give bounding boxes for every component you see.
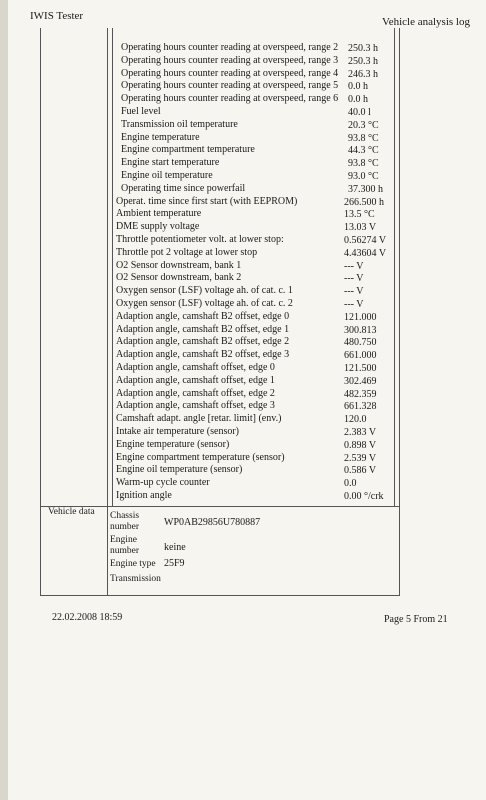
table-left-border — [40, 28, 41, 596]
measurement-value: 2.539 V — [344, 452, 377, 464]
document-page — [8, 0, 486, 800]
document-title: Vehicle analysis log — [382, 16, 470, 28]
measurement-label: Oxygen sensor (LSF) voltage ah. of cat. c. 2 — [116, 298, 293, 309]
measurement-value: 0.898 V — [344, 439, 377, 451]
measurement-label: Operating hours counter reading at overspeed, range 6 — [121, 93, 339, 105]
measurement-value: 0.0 h — [348, 81, 368, 93]
app-title: IWIS Tester — [30, 10, 84, 22]
measurement-value: 13.03 V — [344, 222, 377, 234]
measurement-value: --- V — [344, 299, 364, 310]
chassis-number-label — [110, 511, 139, 533]
measurement-label: Camshaft adapt. angle [retar. limit] (env.) — [116, 413, 282, 425]
engine-label-line1: Engine — [110, 535, 137, 545]
measurement-label: Adaption angle, camshaft offset, edge 2 — [116, 387, 275, 399]
measurement-label: Intake air temperature (sensor) — [116, 426, 239, 437]
measurement-value: 2.383 V — [344, 427, 377, 438]
measurement-value: 246.3 h — [348, 68, 378, 80]
measurement-value: 93.8 °C — [348, 158, 379, 170]
measurement-label: O2 Sensor downstream, bank 2 — [116, 272, 242, 284]
measurement-value: 661.328 — [344, 401, 377, 413]
measurement-label: Adaption angle, camshaft B2 offset, edge 0 — [116, 310, 290, 322]
measurement-label: Engine compartment temperature — [121, 144, 255, 156]
measurement-value: --- V — [344, 260, 364, 272]
vehicle-data-label: Vehicle data — [48, 507, 95, 517]
measurement-value: 13.5 °C — [344, 209, 375, 221]
transmission-label: Transmission — [110, 574, 161, 584]
measurement-label: Adaption angle, camshaft offset, edge 0 — [116, 362, 275, 373]
measurement-value: 121.500 — [344, 363, 377, 374]
chassis-number-value: WP0AB29856U780887 — [164, 517, 261, 528]
measurement-value: 482.359 — [344, 388, 377, 400]
measurement-value: 120.0 — [344, 414, 367, 426]
measurement-value: 266.500 h — [344, 196, 384, 208]
engine-number-label — [110, 535, 139, 557]
measurement-value: --- V — [344, 286, 364, 298]
engine-label-line2: number — [110, 546, 140, 556]
measurement-label: Throttle potentiometer volt. at lower stop: — [116, 234, 284, 245]
measurement-label: Adaption angle, camshaft B2 offset, edge 3 — [116, 349, 290, 361]
measurement-value: 0.56274 V — [344, 235, 387, 246]
table-label-divider — [107, 28, 108, 596]
engine-type-label: Engine type — [110, 559, 156, 569]
measurement-label: Operating hours counter reading at overspeed, range 5 — [121, 80, 339, 92]
measurement-label: Operating hours counter reading at overspeed, range 4 — [121, 67, 339, 79]
measurement-value: 0.00 °/crk — [344, 491, 384, 502]
measurement-label: Operating hours counter reading at overspeed, range 3 — [121, 54, 339, 66]
measurement-value: 93.0 °C — [348, 171, 379, 182]
table-inner-divider — [112, 28, 113, 506]
measurement-label: DME supply voltage — [116, 221, 200, 233]
measurement-label: Engine oil temperature (sensor) — [116, 464, 243, 476]
measurement-value: 302.469 — [344, 375, 377, 387]
measurement-label: Warm-up cycle counter — [116, 477, 210, 489]
chassis-label-line1: Chassis — [110, 511, 140, 521]
measurement-label: Adaption angle, camshaft B2 offset, edge 1 — [116, 323, 290, 335]
measurement-value: 93.8 °C — [348, 132, 379, 144]
measurement-value: 480.750 — [344, 337, 377, 349]
measurement-value: 0.586 V — [344, 465, 377, 477]
measurement-value: --- V — [344, 273, 364, 285]
measurement-value: 121.000 — [344, 311, 377, 323]
print-timestamp: 22.02.2008 18:59 — [52, 612, 123, 623]
measurement-label: Operating time since powerfail — [121, 182, 246, 194]
measurement-label: Transmission oil temperature — [121, 118, 238, 130]
measurement-label: Adaption angle, camshaft offset, edge 3 — [116, 400, 275, 412]
table-right-border — [399, 28, 400, 596]
measurement-label: Engine temperature (sensor) — [116, 438, 230, 450]
measurement-value: 250.3 h — [348, 55, 378, 67]
measurement-label: Operat. time since first start (with EEPROM) — [116, 195, 298, 207]
measurement-value: 250.3 h — [348, 43, 378, 54]
table-bottom-border — [40, 595, 400, 596]
page-number: Page 5 From 21 — [384, 614, 448, 625]
measurement-label: Ambient temperature — [116, 208, 202, 220]
measurement-label: Operating hours counter reading at overspeed, range 2 — [121, 42, 339, 53]
chassis-label-line2: number — [110, 522, 140, 532]
measurement-value: 4.43604 V — [344, 247, 387, 259]
measurement-value: 300.813 — [344, 324, 377, 336]
measurement-value: 37.300 h — [348, 183, 383, 195]
measurement-value: 20.3 °C — [348, 119, 379, 131]
measurement-label: Adaption angle, camshaft offset, edge 1 — [116, 374, 275, 386]
measurement-value: 44.3 °C — [348, 145, 379, 157]
measurement-label: Throttle pot 2 voltage at lower stop — [116, 246, 258, 258]
measurement-value: 0.0 — [344, 478, 357, 490]
measurement-label: O2 Sensor downstream, bank 1 — [116, 259, 242, 271]
measurement-value: 40.0 l — [348, 107, 371, 118]
engine-type-value: 25F9 — [164, 558, 185, 569]
measurement-value: 661.000 — [344, 350, 377, 362]
measurement-label: Oxygen sensor (LSF) voltage ah. of cat. c. 1 — [116, 285, 293, 297]
measurement-value: 0.0 h — [348, 94, 368, 106]
measurement-label: Adaption angle, camshaft B2 offset, edge 2 — [116, 336, 290, 348]
measurement-label: Engine temperature — [121, 131, 200, 143]
measurement-label: Fuel level — [121, 106, 161, 117]
engine-number-value: keine — [164, 542, 186, 553]
measurement-label: Engine start temperature — [121, 157, 220, 169]
measurement-label: Ignition angle — [116, 490, 172, 501]
measurement-label: Engine oil temperature — [121, 170, 213, 181]
table-right-divider — [394, 28, 395, 506]
measurement-label: Engine compartment temperature (sensor) — [116, 451, 285, 463]
